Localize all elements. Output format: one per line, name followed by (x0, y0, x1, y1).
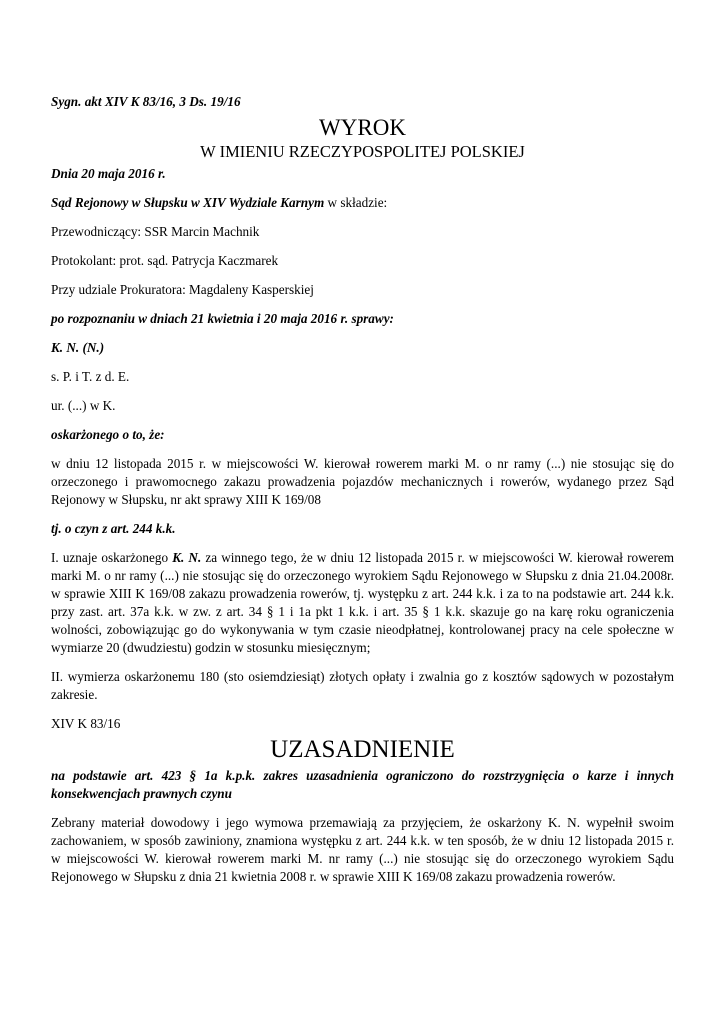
defendant-birth: ur. (...) w K. (51, 398, 116, 413)
document-body (51, 93, 674, 886)
accused-heading: oskarżonego o to, że: (51, 427, 165, 442)
court-line (51, 194, 674, 212)
defendant-parents: s. P. i T. z d. E. (51, 369, 130, 384)
footer-reference: XIV K 83/16 (51, 716, 121, 731)
verdict-point-1 (51, 549, 674, 657)
justification-subheading: na podstawie art. 423 § 1a k.p.k. zakres uzasadnienia ograniczono do rozstrzygnięcia o karze i innych konsekwencjach prawnych czynu (51, 768, 674, 801)
court-name: Sąd Rejonowy w Słupsku w XIV Wydziale Karnym (51, 195, 325, 210)
verdict-subtitle: W IMIENIU RZECZYPOSPOLITEJ POLSKIEJ (200, 142, 525, 161)
case-heading: po rozpoznaniu w dniach 21 kwietnia i 20 maja 2016 r. sprawy: (51, 311, 394, 326)
justification-title: UZASADNIENIE (270, 736, 455, 763)
verdict-title: WYROK (319, 115, 406, 140)
verdict-point-2: II. wymierza oskarżonemu 180 (sto osiemdziesiąt) złotych opłaty i zwalnia go z kosztów sądowych w pozostałym zakresie. (51, 669, 674, 702)
chair-line: Przewodniczący: SSR Marcin Machnik (51, 224, 260, 239)
charge-article: tj. o czyn z art. 244 k.k. (51, 521, 176, 536)
clerk-line: Protokolant: prot. sąd. Patrycja Kaczmarek (51, 253, 279, 268)
justification-text: Zebrany materiał dowodowy i jego wymowa przemawiają za przyjęciem, że oskarżony K. N. wypełnił swoim zachowaniem, w sposób zawiniony, znamiona występku z art. 244 k.k. w ten sposób, że w dniu 12 listopada 2015 r. w miejscowości W. kierował rowerem marki M. nr ramy (...) nie stosując się do orzeczonego wyrokiem Sądu Rejonowego w Słupsku z dnia 21 kwietnia 2008 r. w sprawie XIII K 169/08 zakazu prowadzenia rowerów. (51, 815, 674, 884)
defendant-name: K. N. (N.) (51, 340, 105, 355)
case-signature: Sygn. akt XIV K 83/16, 3 Ds. 19/16 (51, 94, 241, 109)
verdict-date: Dnia 20 maja 2016 r. (51, 166, 166, 181)
prosecutor-line: Przy udziale Prokuratora: Magdaleny Kasperskiej (51, 282, 314, 297)
verdict-point-1-text: za winnego tego, że w dniu 12 listopada 2015 r. w miejscowości W. kierował rowerem marki M. o nr ramy (...) nie stosując się do orzeczonego wyrokiem Sądu Rejonowego w Słupsku z dnia 21.04.2008r. w sprawie XIII K 169/08 zakazu prowadzenia rowerów, tj. występku z art. 244 k.k. i za to na podstawie art. 244 k.k. przy zast. art. 37a k.k. w zw. z art. 34 § 1 i 1a pkt 1 k.k. i art. 35 § 1 k.k. skazuje go na karę roku ograniczenia wolności, zobowiązując go do wykonywania w tym czasie nieodpłatnej, kontrolowanej pracy na cele społeczne w wymiarze 20 (dwudziestu) godzin w stosunku miesięcznym; (51, 550, 674, 655)
verdict-point-1-name: K. N. (172, 550, 202, 565)
charge-text: w dniu 12 listopada 2015 r. w miejscowości W. kierował rowerem marki M. o nr ramy (...) nie stosując się do orzeczonego i prawomocnego zakazu prowadzenia pojazdów mechanicznych i rowerów, wydanego przez Sąd Rejonowy w Słupsku, nr akt sprawy XIII K 169/08 (51, 456, 674, 507)
court-suffix: w składzie: (324, 195, 388, 210)
verdict-point-1-prefix: I. uznaje oskarżonego (51, 550, 173, 565)
